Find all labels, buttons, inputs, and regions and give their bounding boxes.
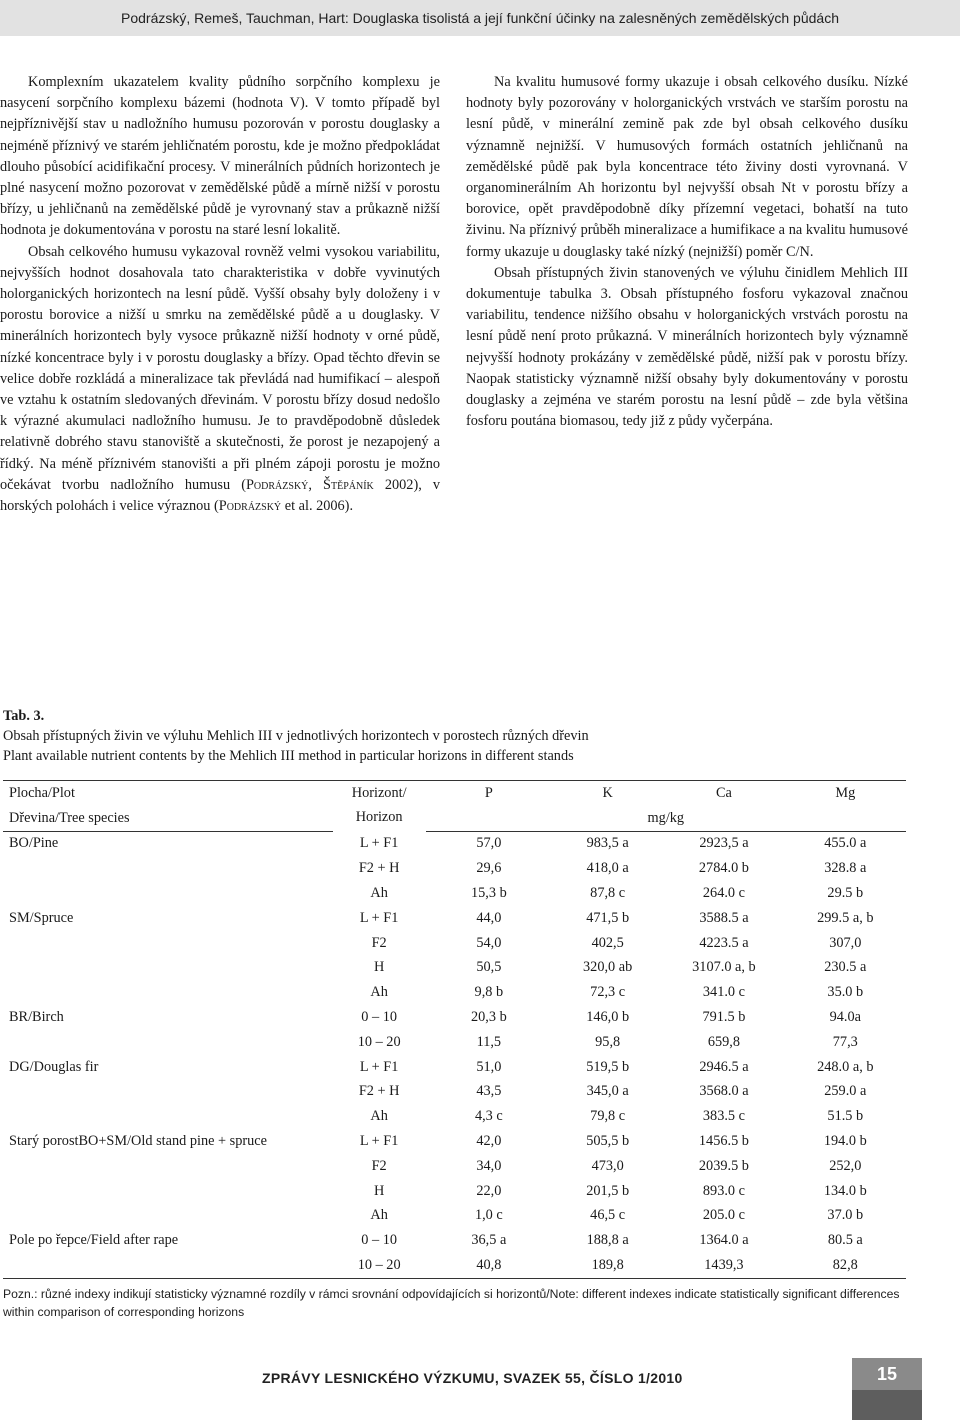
cell-plot [3,881,333,906]
cell-ca: 893.0 c [702,1182,745,1199]
cell-mg: 82,8 [785,1253,906,1278]
cell-k: 418,0 a [586,860,629,877]
cell-plot [3,956,333,981]
cell-ca: 2039.5 b [698,1157,749,1174]
cell-p: 20,3 b [470,1009,507,1026]
cell-hor: 0 – 10 [361,1232,398,1249]
cell-hor: L + F1 [359,909,399,926]
cell-k: 72,3 c [590,984,626,1001]
table-row [3,1204,906,1229]
cell-k: 473,0 [591,1157,624,1174]
cell-hor: 10 – 20 [333,1253,426,1278]
cell-hor: Ah [370,1108,388,1125]
cell-mg: 94.0a [829,1009,861,1026]
table-caption [3,706,903,766]
cell-mg: 455.0 a [824,835,867,852]
cell-hor: L + F1 [359,1058,399,1075]
cell-p: 34,0 [476,1157,502,1174]
cell-plot [3,1030,333,1055]
cell-mg: 80.5 a [827,1232,863,1249]
cell-ca: 791.5 b [702,1009,746,1026]
cell-k: 188,8 a [586,1232,629,1249]
cell-mg: 252,0 [829,1157,862,1174]
table-label: Tab. 3. [3,708,45,724]
cell-mg: 35.0 b [827,984,864,1001]
cell-mg: 77,3 [832,1033,858,1050]
cell-ca: 3107.0 a, b [692,959,756,976]
cell-hor: Ah [370,1207,388,1224]
cell-hor: F2 [371,934,387,951]
cell-plot [3,1204,333,1229]
cell-hor: F2 [371,1157,387,1174]
cell-k: 402,5 [591,934,624,951]
table-row [3,906,906,931]
right-text-column [466,72,908,432]
cell-hor: F2 + H [358,1083,400,1100]
table-row [3,956,906,981]
cell-mg: 259.0 a [824,1083,867,1100]
cell-p: 43,5 [476,1083,502,1100]
page-number: 15 [852,1358,922,1420]
cell-hor: F2 + H [358,860,400,877]
cell-p: 51,0 [476,1058,502,1075]
cell-k: 983,5 a [586,835,629,852]
cell-p: 9,8 b [474,984,504,1001]
cell-k: 46,5 c [590,1207,626,1224]
cell-ca: 341.0 c [702,984,745,1001]
cell-hor: L + F1 [359,1133,399,1150]
left-text-column [0,72,440,517]
header-k: K [552,781,663,806]
cell-k: 345,0 a [586,1083,629,1100]
cell-ca: 1364.0 a [699,1232,749,1249]
cell-k: 79,8 c [590,1108,626,1125]
cell-k: 320,0 ab [583,959,633,976]
cell-p: 44,0 [476,909,502,926]
cell-k: 189,8 [552,1253,663,1278]
cell-mg: 307,0 [829,934,862,951]
cell-hor: H [373,1182,385,1199]
header-species: Dřevina/Tree species [3,806,333,831]
table-row [3,1104,906,1129]
cell-plot [3,931,333,956]
cell-p: 57,0 [476,835,502,852]
paragraph-nutrients: Obsah přístupných živin stanovených ve výluhu činidlem Mehlich III dokumentuje tabulka 3. Obsah přístupného fosforu vykazoval značnou variabilitu, tendence nižšího obsahu v holorganických vrstvách porostu na lesní půdě není proto průkazná. V minerálních horizontech byly významně nejvyšší hodnoty prokázány v zemědělské půdě, nižší pak v porostu břízy. Naopak statisticky významně nižší obsahy byly dokumentovány v porostu douglasky a zejména ve starém porostu na lesní půdě – zde byla většina fosforu poutána biomasou, tedy již z půdy vyčerpána. [466,264,908,430]
cell-k: 201,5 b [586,1182,630,1199]
cell-p: 1,0 c [474,1207,503,1224]
cell-p: 42,0 [476,1133,502,1150]
cell-ca: 2923,5 a [699,835,749,852]
cell-mg: 134.0 b [823,1182,867,1199]
cell-p: 36,5 a [471,1232,507,1249]
cell-mg: 194.0 b [823,1133,867,1150]
table-row [3,1253,906,1278]
table-row [3,856,906,881]
table-caption-cz: Obsah přístupných živin ve výluhu Mehlich III v jednotlivých horizontech v porostech různých dřevin [3,728,589,744]
table-row [3,980,906,1005]
cell-k: 95,8 [595,1033,621,1050]
cell-ca: 205.0 c [702,1207,745,1224]
cell-plot [3,1253,333,1278]
running-head: Podrázský, Remeš, Tauchman, Hart: Douglaska tisolistá a její funkční účinky na zalesněných zemědělských půdách [0,0,960,36]
cell-p: 29,6 [476,860,502,877]
table-row [3,931,906,956]
cell-mg: 248.0 a, b [817,1058,874,1075]
cell-ca: 4223.5 a [699,934,749,951]
cell-p: 22,0 [476,1182,502,1199]
citation-author: Podrázský [245,476,309,493]
table-row [3,1129,906,1154]
cell-ca: 383.5 c [702,1108,745,1125]
table-row [3,1055,906,1080]
citation-author: Podrázský [218,498,282,515]
cell-ca: 3568.0 a [699,1083,749,1100]
cell-ca: 264.0 c [702,885,745,902]
cell-plot: BR/Birch [9,1009,64,1026]
journal-footer: ZPRÁVY LESNICKÉHO VÝZKUMU, SVAZEK 55, ČÍSLO 1/2010 [262,1370,683,1386]
cell-ca: 2946.5 a [699,1058,749,1075]
cell-k: 146,0 b [586,1009,630,1026]
table-body [3,831,906,1278]
table-row [3,1005,906,1030]
cell-hor: 0 – 10 [361,1009,398,1026]
cell-plot: DG/Douglas fir [9,1058,99,1075]
header-horizon: Horizont/ Horizon [333,781,426,832]
cell-plot: Starý porostBO+SM/Old stand pine + spruce [9,1133,267,1150]
header-ca: Ca [663,781,784,806]
paragraph-humus-content: Obsah celkového humusu vykazoval rovněž velmi vysokou variabilitu, nejvyšších hodnot dosahovala tato charakteristika v dobře vyvinutých holorganických horizontech na lesní půdě. Vyšší obsahy byly doloženy i v porostu borovice a nižší u smrku na zemědělské půdě a u douglasky. V minerálních horizontech byly vysoce průkazně nižší hodnoty v orné půdě, nízké koncentrace byly i v porostu douglasky a břízy. Opad těchto dřevin se velice dobře rozkládá a mineralizace tak převládá nad humifikací – alespoň ve vztahu k ostatním sledovaných dřevinám. V porostu břízy dosud nedošlo k výrazné akumulaci nadložního humusu. Je to pravděpodobně důsledek relativně dobrého stavu stanoviště a skutečnosti, že porost je nezapojený a řídký. Na méně příznivém stanovišti a při plném zápoji porostu je možno očekávat tvorbu nadložního humusu (Podrázský, Štěpáník 2002), v horských polohách i velice výraznou (Podrázský et al. 2006). [0,243,440,515]
cell-plot [3,980,333,1005]
cell-ca: 1439,3 [663,1253,784,1278]
header-unit: mg/kg [426,806,906,831]
cell-hor: Ah [370,984,388,1001]
cell-hor: 10 – 20 [357,1033,401,1050]
cell-p: 4,3 c [474,1108,503,1125]
cell-hor: L + F1 [359,835,399,852]
citation-author: Štěpáník [323,476,374,493]
header-plot: Plocha/Plot [3,781,333,806]
cell-ca: 3588.5 a [699,909,749,926]
cell-plot [3,856,333,881]
cell-plot [3,1179,333,1204]
table-row [3,1179,906,1204]
header-mg: Mg [785,781,906,806]
header-p: P [426,781,552,806]
table-row [3,1030,906,1055]
paragraph-nitrogen: Na kvalitu humusové formy ukazuje i obsah celkového dusíku. Nízké hodnoty byly pozorovány v holorganických vrstvách ve starším porostu na lesní půdě, v minerální zemině pak zde byl obsah celkového dusíku významně nejnižší. V humusových formách ostatních jehličnanů na zemědělské půdě pak byla koncentrace této živiny dosti vyrovnaná. V organominerálním Ah horizontu byl nejvyšší obsah Nt v porostu břízy a borovice, opět pravděpodobně díky přízemní vegetaci, bohatší na tuto živinu. Na příznivý průběh mineralizace a humifikace a na kvalitu humusové formy ukazuje u douglasky také nízký (nejnižší) poměr C/N. [466,74,908,260]
cell-mg: 29.5 b [827,885,864,902]
cell-hor: Ah [370,885,388,902]
cell-plot [3,1080,333,1105]
cell-k: 519,5 b [586,1058,630,1075]
paragraph-base-saturation: Komplexním ukazatelem kvality půdního sorpčního komplexu je nasycení sorpčního komplexu bázemi (hodnota V). V tomto případě byl nejpříznivější stav u nadložního humusu pozorován v porostu douglasky a nejméně příznivý ve starém jehličnatém porostu, kde je možno předpokládat dlouho působící acidifikační procesy. V minerálních půdních horizontech je plné nasycení možno pozorovat v zemědělské půdě a mírně nižší v porostu břízy, u jehličnanů na zemědělské půdě je vyrovnaný stav a průkazně nižší hodnota je dokumentována v porostu na staré lesní lokalitě. [0,74,440,239]
cell-plot: SM/Spruce [9,909,74,926]
table-row [3,1154,906,1179]
table-row [3,1080,906,1105]
cell-k: 505,5 b [586,1133,630,1150]
table-row [3,1228,906,1253]
cell-plot: BO/Pine [9,835,59,852]
cell-plot [3,1104,333,1129]
table-note: Pozn.: různé indexy indikují statisticky významné rozdíly v rámci srovnání odpovídajících si horizontů/Note: different indexes indicate statistically significant differences within comparison of corresponding horizons [3,1287,900,1319]
cell-plot: Pole po řepce/Field after rape [9,1232,179,1249]
cell-hor: H [373,959,385,976]
cell-k: 87,8 c [590,885,626,902]
cell-p: 40,8 [426,1253,552,1278]
cell-mg: 37.0 b [827,1207,864,1224]
cell-mg: 299.5 a, b [817,909,874,926]
cell-plot [3,1154,333,1179]
cell-p: 54,0 [476,934,502,951]
table-row [3,831,906,856]
table-caption-en: Plant available nutrient contents by the Mehlich III method in particular horizons in different stands [3,748,574,764]
cell-ca: 2784.0 b [698,860,749,877]
cell-ca: 659,8 [707,1033,741,1050]
cell-ca: 1456.5 b [698,1133,749,1150]
cell-mg: 230.5 a [824,959,867,976]
cell-p: 11,5 [476,1033,502,1050]
cell-p: 50,5 [476,959,502,976]
cell-k: 471,5 b [586,909,630,926]
cell-p: 15,3 b [470,885,507,902]
cell-mg: 328.8 a [824,860,867,877]
cell-mg: 51.5 b [827,1108,864,1125]
nutrient-table [3,780,906,1279]
table-row [3,881,906,906]
